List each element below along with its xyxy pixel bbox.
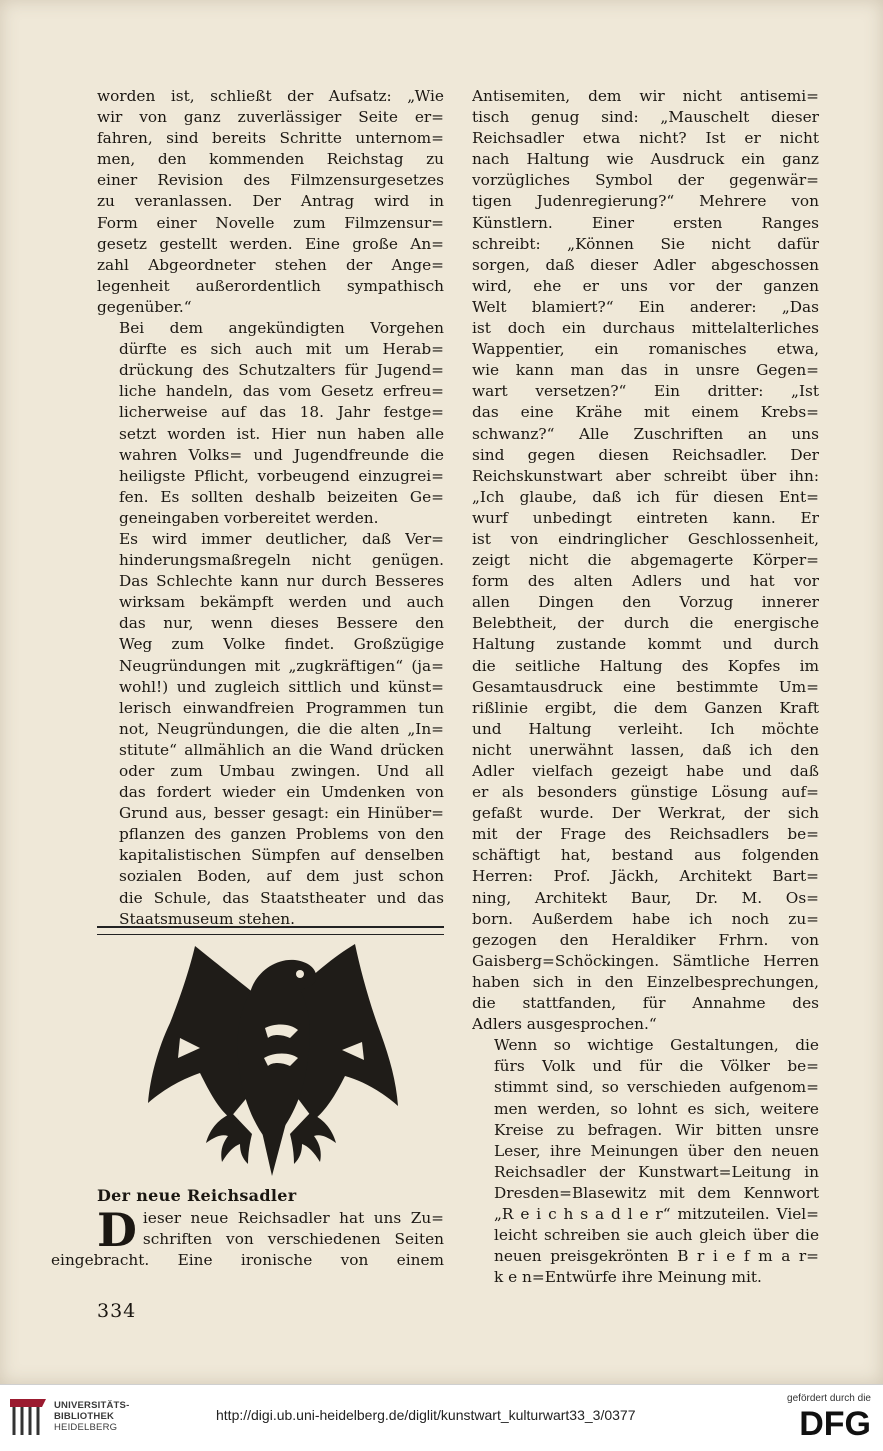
text-line: Neugründungen mit „zugkräftigen“ (ja= xyxy=(119,656,444,675)
text-line: k e n=Entwürfe ihre Meinung mit. xyxy=(494,1268,762,1287)
text-line: lerisch einwandfreien Programmen tun xyxy=(119,698,444,717)
text-line: legenheit außerordentlich sympathisch xyxy=(97,276,444,295)
text-line: stimmt sind, so verschieden aufgenom= xyxy=(494,1078,819,1097)
article-title: Der neue Reichsadler xyxy=(97,1186,297,1205)
dfg-logo-icon[interactable]: DFG xyxy=(799,1405,871,1443)
text-line: wart versetzen?“ Ein dritter: „Ist xyxy=(472,382,819,401)
text-line: tigen Judenregierung?“ Mehrere von xyxy=(472,192,819,211)
text-line: nicht unerwähnt lassen, daß ich den xyxy=(472,740,819,759)
text-line: heiligste Pflicht, vorbeugend einzugrei= xyxy=(119,466,444,485)
footer-bar xyxy=(0,1384,883,1451)
text-line: tisch genug sind: „Mauschelt dieser xyxy=(472,108,819,127)
text-line: wird, ehe er uns vor der ganzen xyxy=(472,276,819,295)
text-line: leicht schreiben sie auch gleich über die xyxy=(494,1226,819,1245)
text-line: Grund aus, besser gesagt: ein Hinüber= xyxy=(119,804,444,823)
text-line: mit der Frage des Reichsadlers be= xyxy=(472,825,819,844)
text-line: einer Revision des Filmzensurgesetzes xyxy=(97,171,444,190)
eagle-icon xyxy=(140,938,402,1181)
text-line: Staatsmuseum stehen. xyxy=(119,909,296,928)
text-line: die seitliche Haltung des Kopfes im xyxy=(472,656,819,675)
text-line: gefaßt wurde. Der Werkrat, der sich xyxy=(472,804,819,823)
text-line: wurf unbedingt eintreten kann. Er xyxy=(472,508,819,527)
text-line: zahl Abgeordneter stehen der Ange= xyxy=(97,255,444,274)
text-line: nach Haltung wie Ausdruck ein ganz xyxy=(472,150,819,169)
text-line: dürfte es sich auch mit um Herab= xyxy=(119,340,444,359)
paragraph xyxy=(472,86,819,1035)
text-line: Leser, ihre Meinungen über den neuen xyxy=(494,1141,819,1160)
text-line: Herren: Prof. Jäckh, Architekt Bart= xyxy=(472,867,819,886)
text-line: ist von eindringlicher Geschlossenheit, xyxy=(472,529,819,548)
text-line: sozialen Boden, auf dem just schon xyxy=(119,867,444,886)
text-line: Form einer Novelle zum Filmzensur= xyxy=(97,213,444,232)
text-line: zeigt nicht die abgemagerte Körper= xyxy=(472,551,819,570)
article-line: schriften von verschiedenen Seiten xyxy=(142,1230,444,1249)
section-divider xyxy=(97,926,444,935)
text-line: gezogen den Heraldiker Frhrn. von xyxy=(472,930,819,949)
text-line: haben sich in den Einzelbesprechungen, xyxy=(472,972,819,991)
text-line: sorgen, daß dieser Adler abgeschossen xyxy=(472,255,819,274)
text-line: Reichskunstwart aber schreibt über ihn: xyxy=(472,466,819,485)
library-name xyxy=(54,1400,129,1433)
text-line: Reichsadler der Kunstwart=Leitung in xyxy=(494,1162,819,1181)
text-line: Haltung zustande kommt und durch xyxy=(472,635,819,654)
text-line: allen Dingen den Vorzug innerer xyxy=(472,593,819,612)
text-line: Adlers ausgesprochen.“ xyxy=(472,1015,657,1034)
text-line: Antisemiten, dem wir nicht antisemi= xyxy=(472,87,819,105)
text-line: stitute“ allmählich an die Wand drücken xyxy=(119,740,444,759)
paragraph xyxy=(472,1035,819,1288)
article-body xyxy=(51,1203,444,1271)
text-line: Dresden=Blasewitz mit dem Kennwort xyxy=(494,1183,819,1202)
library-line: HEIDELBERG xyxy=(54,1422,118,1433)
text-line: drückung des Schutzalters für Jugend= xyxy=(119,361,444,380)
text-line: zu veranlassen. Der Antrag wird in xyxy=(97,192,444,211)
text-line: wohl!) und zugleich sittlich und künst= xyxy=(119,677,444,696)
text-line: wirksam bekämpft werden und auch xyxy=(119,593,444,612)
text-line: die Schule, das Staatstheater und das xyxy=(119,888,444,907)
text-line: die stattfanden, für Annahme des xyxy=(472,994,819,1013)
dropcap-letter: D xyxy=(97,1203,137,1257)
right-column xyxy=(472,86,819,1288)
text-line: liche handeln, das vom Gesetz erfreu= xyxy=(119,382,444,401)
text-line: das fordert wieder ein Umdenken von xyxy=(119,783,444,802)
text-line: wie kann man das in unsre Gegen= xyxy=(472,361,819,380)
text-line: schreibt: „Können Sie nicht dafür xyxy=(472,234,819,253)
text-line: „Ich glaube, daß ich für diesen Ent= xyxy=(472,487,819,506)
text-line: er als besonders günstige Lösung auf= xyxy=(472,783,819,802)
text-line: und Haltung verleiht. Ich möchte xyxy=(472,719,819,738)
text-line: schäftigt hat, bestand aus folgenden xyxy=(472,846,819,865)
text-line: not, Neugründungen, die die alten „In= xyxy=(119,719,444,738)
text-line: fen. Es sollten deshalb beizeiten Ge= xyxy=(119,487,444,506)
text-line: neuen preisgekrönten B r i e f m a r= xyxy=(494,1247,819,1266)
text-line: Es wird immer deutlicher, daß Ver= xyxy=(119,529,444,548)
text-line: wir von ganz zuverlässiger Seite er= xyxy=(97,108,444,127)
paragraph xyxy=(97,529,444,930)
text-line: men, den kommenden Reichstag zu xyxy=(97,150,444,169)
text-line: fürs Volk und für die Völker be= xyxy=(494,1057,819,1076)
text-line: das eine Krähe mit einem Krebs= xyxy=(472,403,819,422)
text-line: licherweise auf das 18. Jahr festge= xyxy=(119,403,444,422)
text-line: born. Außerdem habe ich noch zu= xyxy=(472,909,819,928)
text-line: sind gegen diesen Reichsadler. Der xyxy=(472,445,819,464)
text-line: Weg zum Volke findet. Großzügige xyxy=(119,635,444,654)
ub-heidelberg-logo-icon[interactable] xyxy=(8,1395,48,1439)
text-line: Reichsadler etwa nicht? Ist er nicht xyxy=(472,129,819,148)
sponsor-label: gefördert durch die xyxy=(787,1393,871,1404)
text-line: men werden, so lohnt es sich, weitere xyxy=(494,1099,819,1118)
source-url-link[interactable]: http://digi.ub.uni-heidelberg.de/diglit/kunstwart_kulturwart33_3/0377 xyxy=(216,1407,636,1423)
text-line: gegenüber.“ xyxy=(97,297,192,316)
page-number: 334 xyxy=(97,1300,137,1322)
text-line: pflanzen des ganzen Problems von den xyxy=(119,825,444,844)
text-line: geneingaben vorbereitet werden. xyxy=(119,508,379,527)
text-line: wahren Volks= und Jugendfreunde die xyxy=(119,445,444,464)
text-line: das nur, wenn dieses Bessere den xyxy=(119,614,444,633)
text-line: ist doch ein durchaus mittelalterliches xyxy=(472,319,819,338)
text-line: kapitalistischen Sümpfen auf denselben xyxy=(119,846,444,865)
article-line: eingebracht. Eine ironische von einem xyxy=(51,1251,444,1270)
text-line: Künstlern. Einer ersten Ranges xyxy=(472,213,819,232)
paragraph xyxy=(97,318,444,529)
text-line: Bei dem angekündigten Vorgehen xyxy=(119,319,444,338)
text-line: Belebtheit, der durch die energische xyxy=(472,614,819,633)
text-line: setzt worden ist. Hier nun haben alle xyxy=(119,424,444,443)
library-line: BIBLIOTHEK xyxy=(54,1411,115,1422)
text-line: gesetz gestellt werden. Eine große An= xyxy=(97,234,444,253)
text-line: Das Schlechte kann nur durch Besseres xyxy=(119,572,444,591)
text-line: ning, Architekt Baur, Dr. M. Os= xyxy=(472,888,819,907)
text-line: Kreise zu befragen. Wir bitten unsre xyxy=(494,1120,819,1139)
text-line: fahren, sind bereits Schritte unternom= xyxy=(97,129,444,148)
text-line: hinderungsmaßregeln nicht genügen. xyxy=(119,551,444,570)
text-line: Wenn so wichtige Gestaltungen, die xyxy=(494,1036,819,1055)
library-line: UNIVERSITÄTS- xyxy=(54,1400,130,1411)
text-line: Welt blamiert?“ Ein anderer: „Das xyxy=(472,297,819,316)
text-line: Gaisberg=Schöckingen. Sämtliche Herren xyxy=(472,951,819,970)
left-column xyxy=(97,86,444,930)
article-line: ieser neue Reichsadler hat uns Zu= xyxy=(142,1209,444,1227)
text-line: Gesamtausdruck eine bestimmte Um= xyxy=(472,677,819,696)
text-line: form des alten Adlers und hat vor xyxy=(472,572,819,591)
paragraph xyxy=(97,86,444,318)
text-line: worden ist, schließt der Aufsatz: „Wie xyxy=(97,87,444,105)
text-line: rißlinie ergibt, die dem Ganzen Kraft xyxy=(472,698,819,717)
text-line: „R e i c h s a d l e r“ mitzuteilen. Viel= xyxy=(494,1204,819,1223)
text-line: vorzügliches Symbol der gegenwär= xyxy=(472,171,819,190)
text-line: schwanz?“ Alle Zuschriften an uns xyxy=(472,424,819,443)
text-line: oder zum Umbau zwingen. Und all xyxy=(119,762,444,780)
text-line: Wappentier, ein romanisches etwa, xyxy=(472,340,819,359)
text-line: Adler vielfach gezeigt habe und daß xyxy=(472,762,819,780)
